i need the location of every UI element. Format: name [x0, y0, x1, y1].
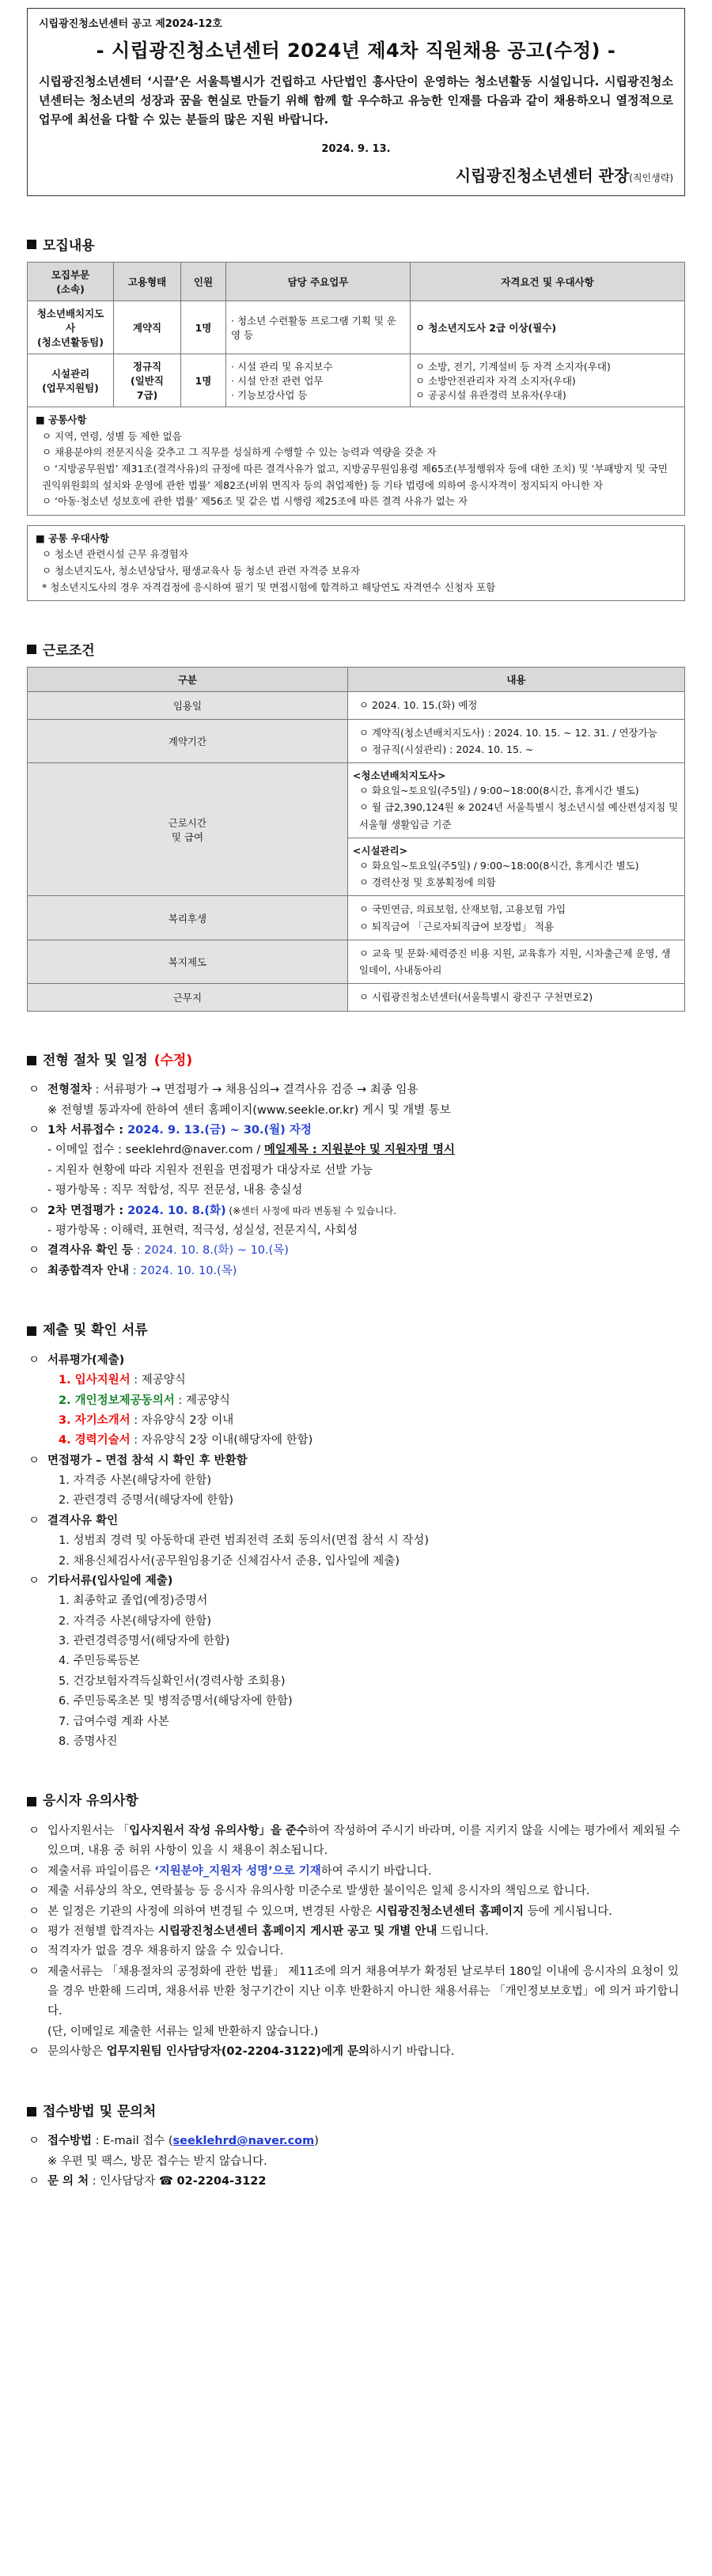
doc-item: 8. 증명사진: [59, 1734, 118, 1748]
notice-box: [27, 8, 685, 196]
note-1: ㅇ 입사지원서는 「입사지원서 작성 유의사항」을 준수하여 작성하여 주시기 바라며, 이를 지키지 않을 시에는 평가에서 제외될 수 있으며, 내용 중 허위 사항이 있을 시 채용이 취소됩니다.: [28, 1825, 680, 1858]
common-title: ■ 공통사항: [36, 414, 87, 426]
recruit-quals: [411, 354, 685, 407]
note-7-sub: (단, 이메일로 제출한 서류는 일체 반환하지 않습니다.): [47, 2025, 319, 2038]
inquiry-text: : 인사담당자 ☎: [89, 2175, 177, 2188]
note-5-c: 드립니다.: [437, 1924, 489, 1938]
round1-line3: - 평가항목 : 직무 적합성, 직무 전문성, 내용 충실성: [47, 1184, 303, 1197]
note-2: ㅇ 제출서류 파일이름은 ‘지원분야_지원자 성명’으로 기재하여 주시기 바랍니다.: [28, 1864, 432, 1878]
recruit-duties: [226, 301, 411, 354]
process-heading-modified: (수정): [153, 1052, 193, 1069]
method-close: ): [314, 2135, 319, 2148]
cond-line: ㅇ 2024. 10. 15.(화) 예정: [358, 699, 478, 712]
note-4-b: 시립광진청소년센터 홈페이지: [375, 1905, 525, 1918]
cond-content: [347, 719, 684, 763]
qual-item: ㅇ 소방, 전기, 기계설비 등 자격 소지자(우대): [415, 361, 611, 373]
final-label: 최종합격자 안내: [47, 1264, 130, 1277]
recruit-header-4: 자격요건 및 우대사항: [411, 263, 685, 301]
recruit-type: 정규직 (일반직 7급): [114, 354, 181, 407]
qual-item: ㅇ 청소년지도사 2급 이상(필수): [415, 322, 557, 334]
docs-group4: ㅇ 기타서류(입사일에 제출): [27, 1572, 685, 1591]
cond-line: ㅇ 계약직(청소년배치지도사) : 2024. 10. 15. ~ 12. 31. / 연장가능: [358, 726, 657, 739]
notes-heading: [27, 1790, 685, 1814]
process-check: ㅇ 결격사유 확인 등 : 2024. 10. 8.(화) ~ 10.(목): [28, 1244, 289, 1258]
cond-label: 임용일: [28, 692, 348, 719]
cond-content: [347, 838, 684, 896]
note-8-c: 하시기 바랍니다.: [369, 2045, 455, 2059]
round1-subject-rule: 메일제목 : 지원분야 및 지원자명 명시: [263, 1144, 455, 1157]
recruit-table: [27, 262, 685, 407]
duty-item: · 청소년 수련활동 프로그램 기획 및 운영 등: [231, 315, 396, 341]
pref-box: [27, 525, 685, 602]
common-box: [27, 407, 685, 516]
docs-heading: [27, 1319, 685, 1343]
doc-item-desc: : 자유양식 2장 이내: [130, 1413, 234, 1427]
note-7-text: 제출서류는 「채용절차의 공정화에 관한 법률」 제11조에 의거 채용여부가 확정된 날로부터 180일 이내에 응시자의 요청이 있을 경우 반환해 드리며, 채용서류 반환 청구기간이 지난 이후 반환하지 아니한 채용서류는 「개인정보보호법」에 의거 파기합니다.: [47, 1965, 680, 2018]
note-4-c: 등에 게시됩니다.: [524, 1905, 612, 1918]
note-1-c: 하여 작성하여 주시기 바라며, 이를 지키지 않을 시에는 평가에서 제외될 수 있으며, 내용 중 허위 사항이 있을 시 채용이 취소됩니다.: [47, 1825, 680, 1858]
docs-group3: ㅇ 결격사유 확인: [27, 1511, 685, 1531]
recruit-header-3: 담당 주요업무: [226, 263, 411, 301]
cond-line: ㅇ 경력산정 및 호봉획정에 의함: [358, 876, 496, 888]
note-1-b: 입사지원서 작성 유의사항」을 준수: [129, 1825, 308, 1837]
cond-content: [347, 984, 684, 1011]
recruit-dept: 청소년배치지도사 (청소년활동팀): [28, 301, 114, 354]
cond-header-0: 구분: [28, 668, 348, 692]
doc-item-name: 1. 입사지원서: [59, 1374, 131, 1387]
recruit-heading: [27, 234, 685, 254]
square-bullet-icon: [27, 1797, 36, 1806]
email-link[interactable]: seeklehrd@naver.com: [172, 2135, 315, 2148]
check-label: 결격사유 확인 등: [47, 1244, 134, 1258]
notes-heading-text: 응시자 유의사항: [43, 1793, 138, 1810]
contact-inquiry: ㅇ 문 의 처 : 인사담당자 ☎ 02-2204-3122: [28, 2175, 267, 2188]
common-item: ㅇ 지역, 연령, 성별 등 제한 없음: [42, 429, 182, 442]
common-item: ㅇ ‘아동·청소년 성보호에 관한 법률’ 제56조 및 같은 법 시행령 제25조에 따른 결격 사유가 없는 자: [42, 495, 468, 508]
recruit-row: [28, 354, 685, 407]
pref-item: ㅇ 청소년지도사, 청소년상담사, 평생교육사 등 청소년 관련 자격증 보유자: [42, 565, 360, 577]
square-bullet-icon: [27, 1056, 36, 1065]
note-2-b: ‘지원분야_지원자 성명’으로 기재: [154, 1864, 321, 1878]
recruit-row: [28, 301, 685, 354]
note-7: ㅇ 제출서류는 「채용절차의 공정화에 관한 법률」 제11조에 의거 채용여부가 확정된 날로부터 180일 이내에 응시자의 요청이 있을 경우 반환해 드리며, 채용서류 반환 청구기간이 지난 이후 반환하지 아니한 채용서류는 「개인정보보호법」에 의거 파기합니다. (단, 이메일로 제출한 서류는 일체 반환하지 않습니다.): [27, 1962, 685, 2043]
round2-note: (※센터 사정에 따라 변동될 수 있습니다.: [225, 1205, 396, 1216]
inquiry-phone: 02-2204-3122: [176, 2175, 267, 2188]
doc-item: 4. 주민등록등본: [59, 1655, 140, 1668]
pref-list: [36, 547, 676, 596]
check-text: : 2024. 10. 8.(화) ~ 10.(목): [133, 1244, 289, 1258]
cond-row: [28, 896, 685, 940]
final-text: : 2024. 10. 10.(목): [129, 1264, 237, 1277]
contact-heading: [27, 2101, 685, 2124]
recruit-duties: [226, 354, 411, 407]
notice-intro: 시립광진청소년센터 ‘시끌’은 서울특별시가 건립하고 사단법인 흥사단이 운영하는 청소년활동 시설입니다. 시립광진청소년센터는 청소년의 성장과 꿈을 현실로 만들기 위해 함께 할 우수하고 유능한 인재를 다음과 같이 채용하오니 열정적으로 업무에 최선을 다할 수 있는 분들의 많은 지원 바랍니다.: [39, 74, 673, 127]
docs-group2-title: 면접평가 – 면접 참석 시 확인 후 반환함: [47, 1454, 248, 1467]
qual-item: ㅇ 공공시설 유관경력 보유자(우대): [415, 389, 566, 401]
cond-label: 근무지: [28, 984, 348, 1011]
process-heading-text: 전형 절차 및 일정: [43, 1052, 148, 1069]
recruit-count: 1명: [181, 354, 226, 407]
common-item: ㅇ 채용분야의 전문지식을 갖추고 그 직무를 성실하게 수행할 수 있는 능력과 역량을 갖춘 자: [42, 446, 437, 459]
docs-group1: ㅇ 서류평가(제출): [27, 1351, 685, 1371]
cond-line: ㅇ 퇴직금여 「근로자퇴직급여 보장법」 적용: [358, 920, 555, 932]
cond-row: [28, 692, 685, 719]
cond-row: [28, 940, 685, 984]
doc-item-desc: : 제공양식: [130, 1374, 186, 1387]
recruit-header-0: 모집부문 (소속): [28, 263, 114, 301]
contact-section: [27, 2101, 685, 2192]
cond-header-1: 내용: [347, 668, 684, 692]
cond-label: 복리후생: [28, 896, 348, 940]
docs-group4-list: [27, 1591, 685, 1752]
docs-group2: ㅇ 면접평가 – 면접 참석 시 확인 후 반환함: [27, 1451, 685, 1471]
note-3: ㅇ 제출 서류상의 착오, 연락불능 등 응시자 유의사항 미준수로 발생한 불이익은 일체 응시자의 책임으로 합니다.: [27, 1882, 685, 1901]
method-note: ※ 우편 및 팩스, 방문 접수는 받지 않습니다.: [47, 2154, 267, 2168]
note-6-text: 적격자가 없을 경우 채용하지 않을 수 있습니다.: [47, 1945, 284, 1958]
doc-item: 3. 관련경력증명서(해당자에 한함): [59, 1635, 230, 1647]
square-bullet-icon: [27, 645, 36, 654]
signer-name: 시립광진청소년센터 관장: [455, 166, 630, 185]
note-2-a: 제출서류 파일이름은: [47, 1864, 155, 1878]
cond-group-title: <시설관리>: [352, 844, 408, 857]
note-2-c: 하여 주시기 바랍니다.: [320, 1864, 432, 1878]
note-4-a: 본 일정은 기관의 사정에 의하여 변경될 수 있으며, 변경된 사항은: [47, 1905, 376, 1918]
doc-item: 5. 건강보험자격득실확인서(경력사항 조회용): [59, 1674, 286, 1688]
duty-item: · 기능보강사업 등: [231, 389, 308, 401]
pref-item: ㅇ 청소년 관련시설 근무 유경험자: [42, 548, 188, 561]
doc-item: 6. 주민등록초본 및 병적증명서(해당자에 한함): [59, 1695, 293, 1708]
round1-label: 1차 서류접수 :: [47, 1124, 128, 1137]
round1-date: 2024. 9. 13.(금) ~ 30.(월) 자정: [127, 1124, 312, 1137]
square-bullet-icon: [27, 240, 36, 249]
recruit-count: 1명: [181, 301, 226, 354]
docs-group2-list: [27, 1471, 685, 1511]
note-3-text: 제출 서류상의 착오, 연락불능 등 응시자 유의사항 미준수로 발생한 불이익은 일체 응시자의 책임으로 합니다.: [47, 1885, 590, 1898]
process-steps: ㅇ 전형절차 : 서류평가 → 면접평가 → 채용심의→ 결격사유 검증 → 최종 임용: [28, 1084, 418, 1097]
common-list: [36, 429, 676, 510]
doc-item: 1. 최종학교 졸업(예정)증명서: [59, 1594, 208, 1608]
process-steps-note: ※ 전형별 통과자에 한하여 센터 홈페이지(www.seekle.or.kr) 게시 및 개별 통보: [47, 1103, 451, 1117]
notice-number: 시립광진청소년센터 공고 제2024-12호: [39, 18, 222, 30]
doc-item: 7. 급여수령 계좌 사본: [59, 1715, 169, 1728]
note-6: ㅇ 적격자가 없을 경우 채용하지 않을 수 있습니다.: [27, 1942, 685, 1961]
process-round2: ㅇ 2차 면접평가 : 2024. 10. 8.(화) (※센터 사정에 따라 변동될 수 있습니다.: [28, 1204, 396, 1217]
doc-item-desc: : 자유양식 2장 이내(해당자에 한함): [130, 1434, 313, 1447]
doc-item: 2. 자격증 사본(해당자에 한함): [59, 1614, 212, 1628]
process-round1: ㅇ 1차 서류접수 : 2024. 9. 13.(금) ~ 30.(월) 자정: [28, 1124, 312, 1137]
cond-label: 복지제도: [28, 940, 348, 984]
cond-content: [347, 940, 684, 984]
method-text: : E-mail 접수 (: [92, 2135, 173, 2148]
round1-email-line: [27, 1140, 685, 1160]
round2-label: 2차 면접평가 :: [47, 1204, 128, 1217]
cond-line: ㅇ 화요일~토요일(주5일) / 9:00~18:00(8시간, 휴게시간 별도): [358, 859, 639, 872]
note-8: ㅇ 문의사항은 업무지원팀 인사담당자(02-2204-3122)에게 문의하시기 바랍니다.: [28, 2045, 455, 2059]
cond-row: [28, 719, 685, 763]
inquiry-label: 문 의 처: [47, 2175, 89, 2188]
docs-section: [27, 1319, 685, 1752]
cond-label: 근로시간 및 급여: [28, 763, 348, 896]
common-item: ㅇ ‘지방공무원법’ 제31조(결격사유)의 규정에 따른 결격사유가 없고, 지방공무원임용령 제65조(부정행위자 등에 대한 조치) 및 ‘부패방지 및 국민권익위원회의 설치와 운영에 관한 법률’ 제82조(비위 면직자 등의 취업제한) 등 기타 법령에 의하여 응시자격이 정지되지 아니한 자: [42, 462, 668, 491]
process-heading: [27, 1050, 685, 1073]
note-8-b: 업무지원팀 인사담당자(02-2204-3122)에게 문의: [106, 2045, 370, 2059]
qual-item: ㅇ 소방안전관리자 자격 소지자(우대): [415, 375, 576, 387]
conditions-heading-text: 근로조건: [43, 643, 95, 660]
method-label: 접수방법: [47, 2135, 93, 2148]
cond-content: [347, 692, 684, 719]
cond-line: ㅇ 정규직(시설관리) : 2024. 10. 15. ~: [358, 743, 534, 755]
cond-row: [28, 763, 685, 838]
docs-group4-title: 기타서류(입사일에 제출): [47, 1574, 173, 1587]
round2-date: 2024. 10. 8.(화): [127, 1204, 226, 1217]
recruit-heading-text: 모집내용: [43, 238, 95, 254]
round1-email: - 이메일 접수 : seeklehrd@naver.com /: [47, 1144, 264, 1157]
cond-line: ㅇ 화요일~토요일(주5일) / 9:00~18:00(8시간, 휴게시간 별도): [358, 785, 639, 796]
note-8-a: 문의사항은: [47, 2045, 107, 2059]
conditions-table: [27, 667, 685, 1011]
docs-group3-title: 결격사유 확인: [47, 1514, 119, 1527]
recruit-type: 계약직: [114, 301, 181, 354]
cond-content: [347, 896, 684, 940]
cond-label: 계약기간: [28, 719, 348, 763]
doc-item: 2. 관련경력 증명서(해당자에 한함): [59, 1494, 234, 1507]
round2-line: - 평가항목 : 이해력, 표현력, 적극성, 성실성, 전문지식, 사회성: [47, 1224, 358, 1237]
cond-row: [28, 984, 685, 1011]
contact-heading-text: 접수방법 및 문의처: [43, 2103, 157, 2120]
recruit-quals: [411, 301, 685, 354]
doc-item: 1. 성범죄 경력 및 아동학대 관련 범죄전력 조회 동의서(면접 참석 시 작성): [59, 1534, 430, 1548]
doc-item-name: 2. 개인정보제공동의서: [59, 1394, 175, 1407]
contact-method: ㅇ 접수방법 : E-mail 접수 (seeklehrd@naver.com): [28, 2135, 319, 2148]
docs-group3-list: [27, 1531, 685, 1572]
notice-date: 2024. 9. 13.: [321, 143, 391, 155]
cond-line: ㅇ 월 급2,390,124원 ※ 2024년 서울특별시 청소년시설 예산편성지침 및 서울형 생활임금 기준: [358, 801, 679, 830]
conditions-section: [27, 639, 685, 1011]
conditions-heading: [27, 639, 685, 659]
process-steps-label: 전형절차: [47, 1084, 93, 1097]
round1-line2: - 지원자 현황에 따라 지원자 전원을 면접평가 대상자로 선발 가능: [47, 1163, 373, 1177]
doc-item: [27, 1391, 685, 1411]
cond-content: [347, 763, 684, 838]
notes-section: [27, 1790, 685, 2062]
recruit-header-2: 인원: [181, 263, 226, 301]
notice-title: - 시립광진청소년센터 2024년 제4차 직원채용 공고(수정) -: [96, 40, 616, 62]
note-5-a: 평가 전형별 합격자는: [47, 1924, 158, 1938]
square-bullet-icon: [27, 1326, 36, 1336]
page: [0, 8, 712, 2223]
note-4: ㅇ 본 일정은 기관의 사정에 의하여 변경될 수 있으며, 변경된 사항은 시립광진청소년센터 홈페이지 등에 게시됩니다.: [28, 1905, 612, 1918]
doc-item-name: 3. 자기소개서: [59, 1413, 131, 1427]
docs-group1-list: [27, 1371, 685, 1451]
pref-item: * 청소년지도사의 경우 자격검정에 응시하여 필기 및 면접시험에 합격하고 해당연도 자격연수 신청자 포함: [42, 581, 496, 593]
doc-item: [27, 1431, 685, 1451]
process-section: [27, 1050, 685, 1282]
cond-line: ㅇ 교육 및 문화·체력증진 비용 지원, 교육휴가 지원, 시차출근제 운영, 생일데이, 사내동아리: [358, 947, 671, 976]
doc-item-name: 4. 경력기술서: [59, 1434, 131, 1447]
recruit-header-1: 고용형태: [114, 263, 181, 301]
duty-item: · 시설 관리 및 유지보수: [231, 361, 333, 373]
cond-line: ㅇ 시립광진청소년센터(서울특별시 광진구 구천면로2): [358, 991, 593, 1004]
cond-group-title: <청소년배치지도사>: [352, 770, 446, 781]
pref-title: ■ 공통 우대사항: [36, 531, 109, 544]
process-final: ㅇ 최종합격자 안내 : 2024. 10. 10.(목): [28, 1264, 237, 1277]
doc-item: [27, 1371, 685, 1390]
docs-group1-title: 서류평가(제출): [47, 1353, 125, 1367]
recruit-section: [27, 234, 685, 601]
cond-line: ㅇ 국민연금, 의료보험, 산재보험, 고용보험 가입: [358, 903, 566, 916]
note-1-a: 입사지원서는 「: [47, 1825, 130, 1837]
square-bullet-icon: [27, 2107, 36, 2116]
docs-heading-text: 제출 및 확인 서류: [43, 1322, 148, 1338]
process-steps-text: : 서류평가 → 면접평가 → 채용심의→ 결격사유 검증 → 최종 임용: [92, 1084, 418, 1097]
note-5-b: 시립광진청소년센터 홈페이지 게시판 공고 및 개별 안내: [157, 1924, 437, 1938]
seal-note: (직인생략): [629, 172, 673, 183]
doc-item-desc: : 제공양식: [174, 1394, 230, 1407]
doc-item: 1. 자격증 사본(해당자에 한함): [59, 1474, 212, 1487]
doc-item: [27, 1411, 685, 1431]
doc-item: 2. 채용신체검사서(공무원임용기준 신체검사서 준용, 입사일에 제출): [59, 1554, 400, 1568]
duty-item: · 시설 안전 관련 업무: [231, 375, 324, 387]
note-5: ㅇ 평가 전형별 합격자는 시립광진청소년센터 홈페이지 게시판 공고 및 개별 안내 드립니다.: [28, 1924, 489, 1938]
notice-signer: [39, 163, 673, 186]
recruit-dept: 시설관리 (업무지원팀): [28, 354, 114, 407]
